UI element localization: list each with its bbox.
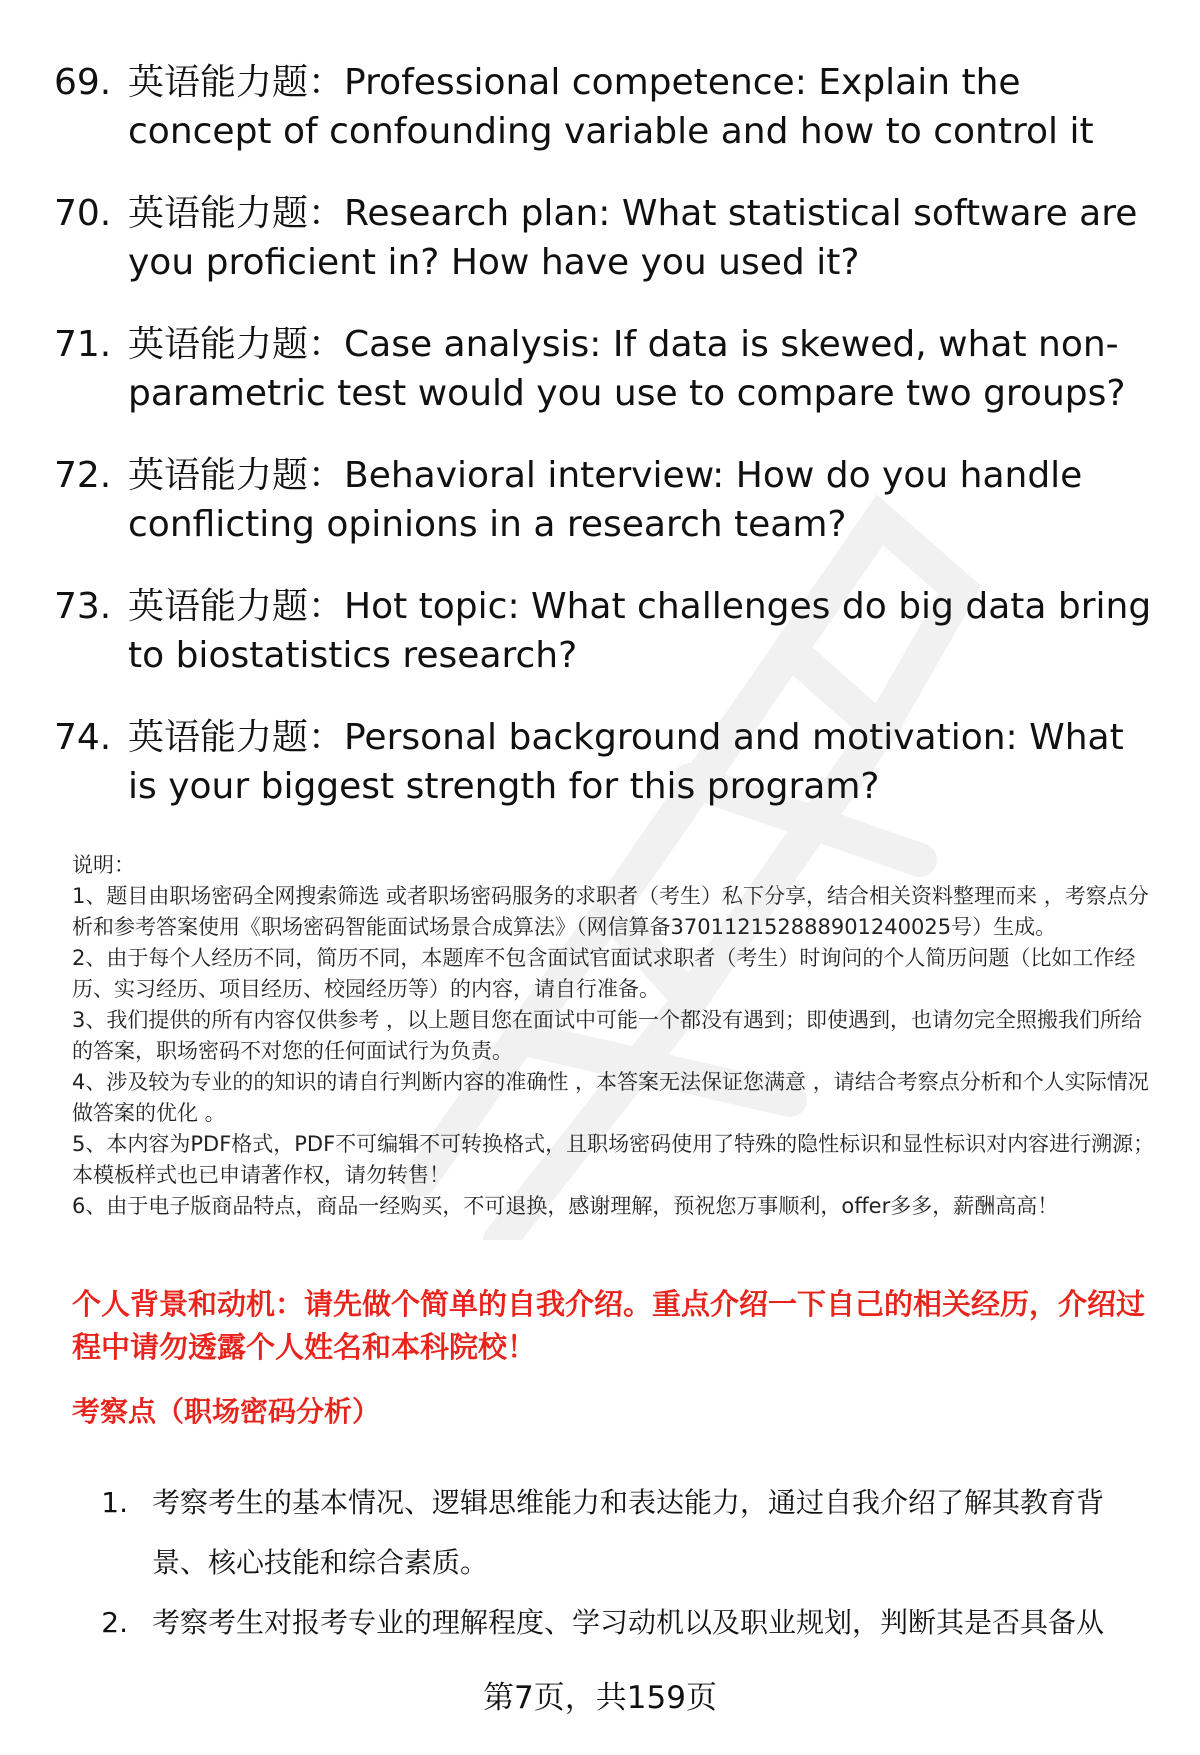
question-number: 69. — [54, 62, 112, 103]
question-text: 英语能力题：Research plan: What statistical software are you proficient in? How have you used it? — [128, 193, 1138, 283]
page-footer: 第7页，共159页 — [483, 1680, 717, 1716]
notes-title: 说明： — [72, 853, 135, 877]
section-question: 个人背景和动机：请先做个简单的自我介绍。重点介绍一下自己的相关经历，介绍过程中请勿透露个人姓名和本科院校！ — [72, 1287, 1146, 1364]
question-text: 英语能力题：Behavioral interview: How do you handle conflicting opinions in a research team? — [128, 455, 1083, 545]
note-item: 6、由于电子版商品特点，商品一经购买，不可退换，感谢理解，预祝您万事顺利，offer多多，薪酬高高！ — [72, 1194, 1059, 1218]
question-item — [54, 713, 1154, 811]
question-text: 英语能力题：Professional competence: Explain the concept of confounding variable and how to control it — [128, 62, 1094, 152]
analysis-point — [72, 1593, 1152, 1653]
note-item: 4、涉及较为专业的的知识的请自行判断内容的准确性 ，本答案无法保证您满意 ，请结合考察点分析和个人实际情况做答案的优化 。 — [72, 1070, 1149, 1125]
question-number: 74. — [54, 717, 112, 758]
question-item — [54, 58, 1154, 156]
question-number: 70. — [54, 193, 112, 234]
note-item: 3、我们提供的所有内容仅供参考 ，以上题目您在面试中可能一个都没有遇到；即使遇到，也请勿完全照搬我们所给的答案，职场密码不对您的任何面试行为负责。 — [72, 1008, 1143, 1063]
analysis-point — [72, 1473, 1152, 1593]
note-item: 1、题目由职场密码全网搜索筛选 或者职场密码服务的求职者（考生）私下分享，结合相关资料整理而来 ，考察点分析和参考答案使用《职场密码智能面试场景合成算法》（网信算备370112152888901240025号）生成。 — [72, 884, 1149, 939]
question-number: 71. — [54, 324, 112, 365]
notes-block — [72, 850, 1162, 1222]
question-text: 英语能力题：Hot topic: What challenges do big data bring to biostatistics research? — [128, 586, 1152, 676]
note-item: 2、由于每个人经历不同，简历不同，本题库不包含面试官面试求职者（考生）时询问的个人简历问题（比如工作经历、实习经历、项目经历、校园经历等）的内容，请自行准备。 — [72, 946, 1136, 1001]
point-text: 考察考生的基本情况、逻辑思维能力和表达能力，通过自我介绍了解其教育背景、核心技能和综合素质。 — [152, 1486, 1105, 1579]
question-text: 英语能力题：Case analysis: If data is skewed, what non-parametric test would you use to compare two groups? — [128, 324, 1126, 414]
question-item — [54, 451, 1154, 549]
analysis-points — [72, 1473, 1152, 1653]
note-item: 5、本内容为PDF格式，PDF不可编辑不可转换格式，且职场密码使用了特殊的隐性标识和显性标识对内容进行溯源；本模板样式也已申请著作权，请勿转售！ — [72, 1132, 1155, 1187]
question-number: 72. — [54, 455, 112, 496]
point-number: 2. — [101, 1606, 128, 1639]
point-text: 考察考生对报考专业的理解程度、学习动机以及职业规划，判断其是否具备从 — [152, 1606, 1105, 1639]
question-list — [54, 58, 1154, 844]
point-number: 1. — [101, 1486, 128, 1519]
question-item — [54, 189, 1154, 287]
question-number: 73. — [54, 586, 112, 627]
section-subtitle: 考察点（职场密码分析） — [72, 1395, 381, 1428]
question-item — [54, 582, 1154, 680]
question-text: 英语能力题：Personal background and motivation: What is your biggest strength for this program? — [128, 717, 1124, 807]
question-item — [54, 320, 1154, 418]
